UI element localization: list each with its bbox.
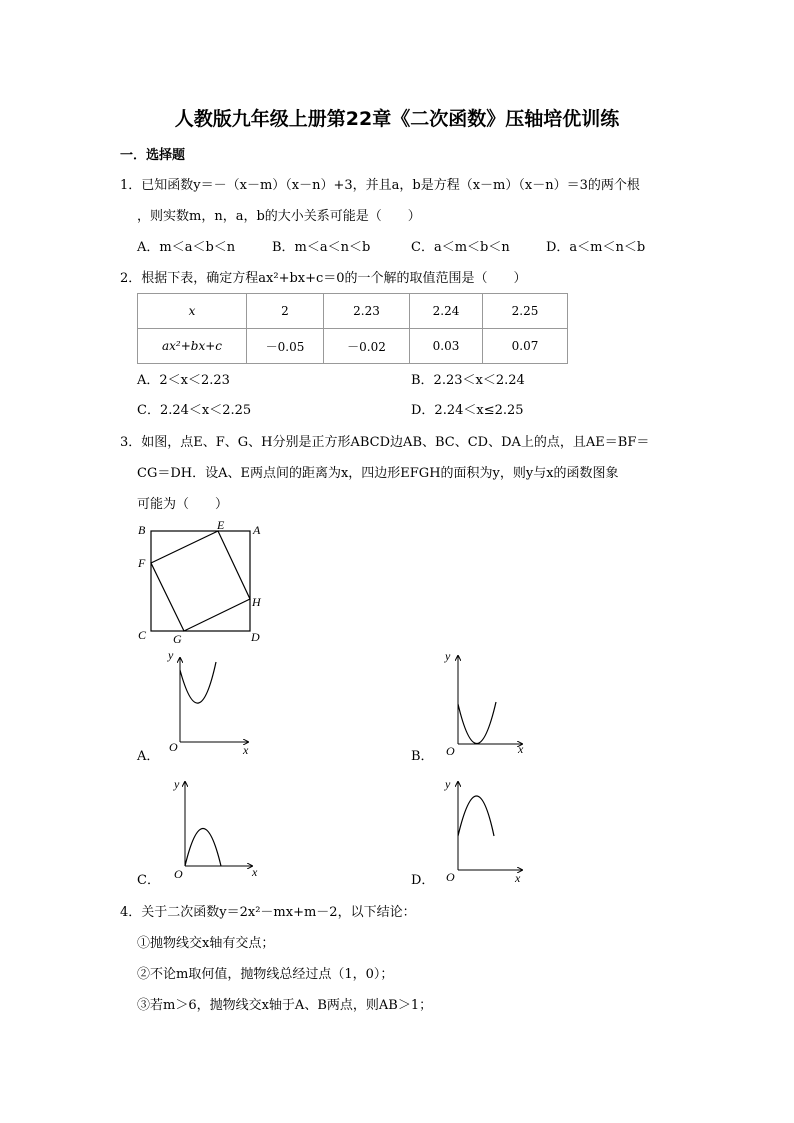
graph-option-c — [173, 777, 258, 881]
q4-item-2: ②不论m取何值，抛物线总经过点（1，0）； — [137, 967, 394, 982]
q1-option-d: D．a＜m＜n＜b — [546, 240, 646, 255]
axis-label-x: x — [515, 871, 521, 885]
label-a: A — [253, 523, 261, 537]
q1-option-b: B．m＜a＜n＜b — [272, 240, 371, 255]
q3-stem-line2: CG＝DH．设A、E两点间的距离为x，四边形EFGH的面积为y，则y与x的函数图象 — [137, 466, 619, 481]
q1-option-c: C．a＜m＜b＜n — [411, 240, 510, 255]
label-d: D — [251, 630, 260, 644]
origin-label: O — [169, 740, 178, 754]
q2-option-b: B．2.23＜x＜2.24 — [411, 373, 525, 388]
q3-stem-line3: 可能为（ ） — [137, 497, 229, 512]
origin-label: O — [446, 870, 455, 884]
q4-item-3: ③若m＞6，抛物线交x轴于A、B两点，则AB＞1； — [137, 998, 433, 1013]
label-c: C — [138, 628, 147, 642]
q4-stem: 4．关于二次函数y＝2x²－mx+m－2，以下结论： — [120, 905, 416, 920]
table-cell: 2.24 — [410, 294, 483, 329]
graph-option-b — [444, 649, 524, 758]
q2-option-d: D．2.24＜x≤2.25 — [411, 403, 524, 418]
graph-option-d — [444, 777, 522, 885]
label-f: F — [138, 556, 146, 570]
table-cell: x — [138, 294, 247, 329]
table-cell: 2.25 — [483, 294, 568, 329]
q2-stem: 2．根据下表，确定方程ax²+bx+c＝0的一个解的取值范围是（ ） — [120, 271, 527, 286]
parabola-curve — [458, 702, 496, 744]
table-cell: －0.05 — [247, 329, 324, 364]
parabola-curve — [185, 829, 221, 867]
table-cell: 0.03 — [410, 329, 483, 364]
q1-option-a: A．m＜a＜b＜n — [137, 240, 236, 255]
q1-stem-line2: ，则实数m，n，a，b的大小关系可能是（ ） — [137, 209, 421, 224]
option-label-b: B． — [411, 749, 434, 764]
origin-label: O — [446, 744, 455, 758]
label-b: B — [138, 523, 146, 537]
page-title: 人教版九年级上册第22章《二次函数》压轴培优训练 — [174, 108, 620, 130]
axis-label-x: x — [243, 743, 249, 757]
label-g: G — [173, 632, 182, 646]
table-cell: ax²+bx+c — [138, 329, 247, 364]
table-cell: 2 — [247, 294, 324, 329]
table-cell: －0.02 — [324, 329, 410, 364]
origin-label: O — [174, 867, 183, 881]
q2-option-c: C．2.24＜x＜2.25 — [137, 403, 252, 418]
parabola-curve — [180, 662, 216, 703]
option-label-c: C． — [137, 873, 160, 888]
axis-label-x: x — [518, 742, 524, 756]
table-cell: 0.07 — [483, 329, 568, 364]
option-label-d: D． — [411, 873, 435, 888]
axis-label-y: y — [168, 648, 174, 662]
q4-item-1: ①抛物线交x轴有交点； — [137, 936, 275, 951]
axis-label-y: y — [174, 777, 180, 791]
axis-label-x: x — [252, 865, 258, 879]
label-e: E — [217, 518, 225, 532]
q3-stem-line1: 3．如图，点E、F、G、H分别是正方形ABCD边AB、BC、CD、DA上的点，且AE＝BF＝ — [120, 435, 650, 450]
option-label-a: A． — [137, 749, 160, 764]
graph-option-a — [167, 648, 249, 757]
label-h: H — [252, 595, 261, 609]
parabola-curve — [458, 796, 494, 836]
section-heading: 一．选择题 — [120, 148, 186, 163]
q2-option-a: A．2＜x＜2.23 — [137, 373, 230, 388]
q1-stem-line1: 1．已知函数y＝－（x－m）（x－n）+3，并且a，b是方程（x－m）（x－n）＝3的两个根 — [120, 178, 640, 193]
axis-label-y: y — [445, 649, 451, 663]
table-cell: 2.23 — [324, 294, 410, 329]
axis-label-y: y — [445, 777, 451, 791]
